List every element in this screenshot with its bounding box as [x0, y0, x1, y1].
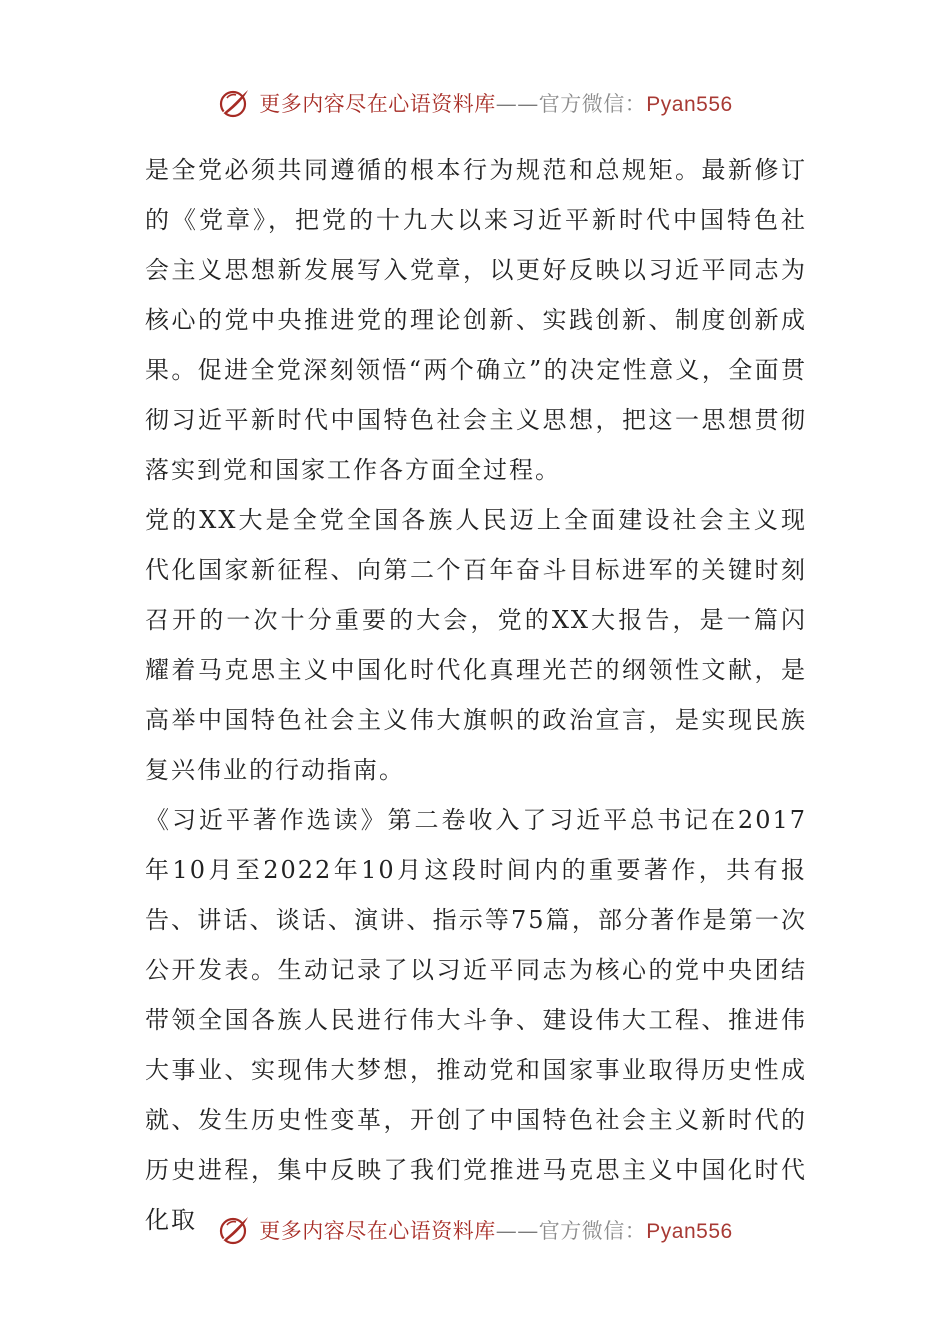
banner-separator: —— [495, 92, 539, 116]
paragraph-selected-works: 《习近平著作选读》第二卷收入了习近平总书记在2017年10月至2022年10月这段时间内的重要著作，共有报告、讲话、谈话、演讲、指示等75篇，部分著作是第一次公开发表。生动记录了以习近平同志为核心的党中央团结带领全国各族人民进行伟大斗争、建设伟大工程、推进伟大事业、实现伟大梦想，推动党和国家事业取得历史性成就、发生历史性变革，开创了中国特色社会主义新时代的历史进程，集中反映了我们党推进马克思主义中国化时代化取 [145, 806, 807, 1234]
banner-brand: 更多内容尽在心语资料库 [259, 92, 496, 116]
banner-text [259, 1215, 732, 1245]
paragraph-congress-report: 党的XX大是全党全国各族人民迈上全面建设社会主义现代化国家新征程、向第二个百年奋斗目标进军的关键时刻召开的一次十分重要的大会，党的XX大报告，是一篇闪耀着马克思主义中国化时代化真理光芒的纲领性文献，是高举中国特色社会主义伟大旗帜的政治宣言，是实现民族复兴伟业的行动指南。 [145, 506, 807, 784]
banner-brand: 更多内容尽在心语资料库 [259, 1219, 496, 1243]
paragraph-party-constitution: 是全党必须共同遵循的根本行为规范和总规矩。最新修订的《党章》，把党的十九大以来习近平新时代中国特色社会主义思想新发展写入党章，以更好反映以习近平同志为核心的党中央推进党的理论创新、实践创新、制度创新成果。促进全党深刻领悟“两个确立”的决定性意义，全面贯彻习近平新时代中国特色社会主义思想，把这一思想贯彻落实到党和国家工作各方面全过程。 [145, 156, 807, 484]
document-body [145, 145, 807, 1245]
quill-pen-logo-icon [217, 1213, 251, 1247]
quill-pen-logo-icon [217, 86, 251, 120]
banner-wechat-id: Pyan556 [646, 93, 733, 116]
banner-separator: —— [495, 1219, 539, 1243]
banner-wechat-label: 官方微信： [538, 1219, 647, 1243]
footer-banner [0, 1210, 950, 1250]
header-banner [0, 83, 950, 123]
banner-wechat-label: 官方微信： [538, 92, 647, 116]
banner-text [259, 88, 732, 118]
banner-wechat-id: Pyan556 [646, 1220, 733, 1243]
